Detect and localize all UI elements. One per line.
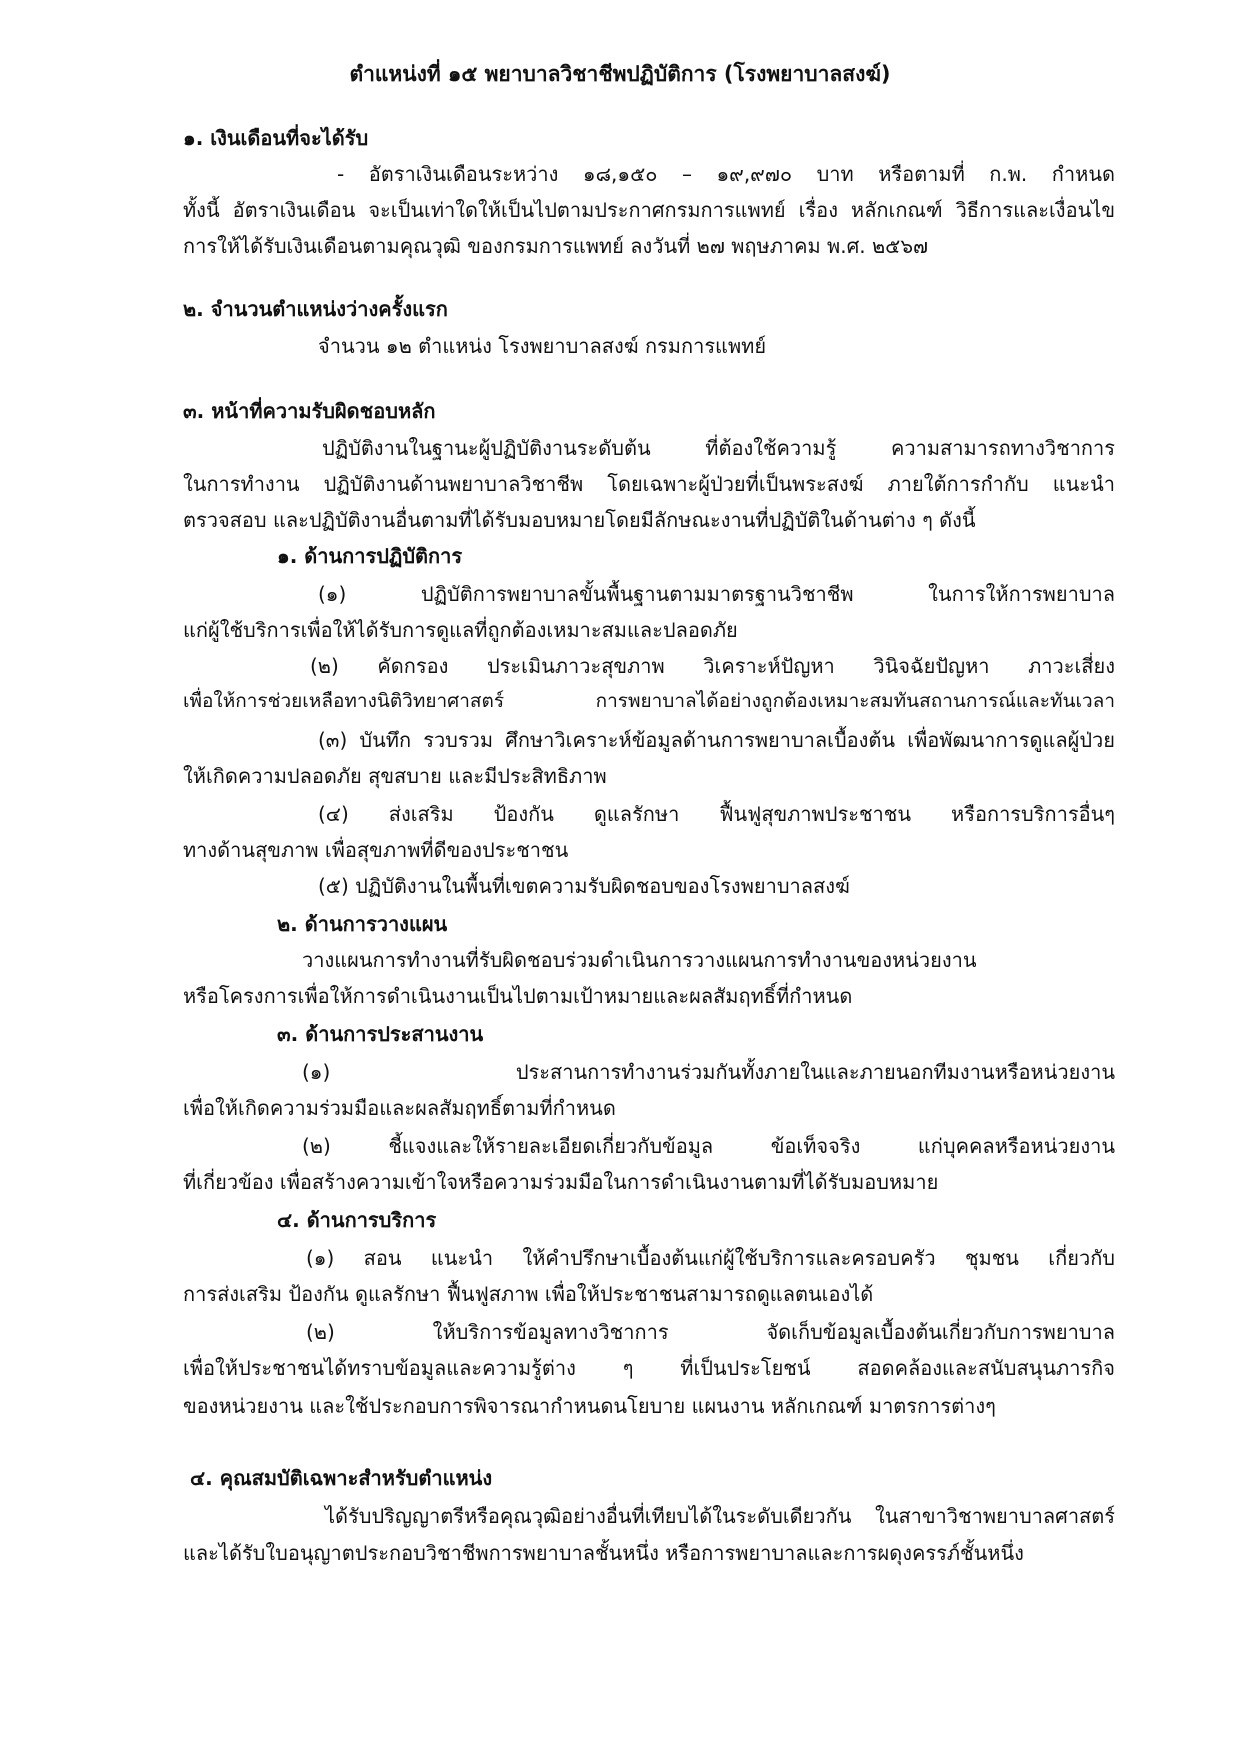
operation-line-9: (๕) ปฏิบัติงานในพื้นที่เขตความรับผิดชอบของโรงพยาบาลสงฆ์ — [318, 874, 850, 898]
duties-intro-2: ในการทำงาน ปฏิบัติงานด้านพยาบาลวิชาชีพ โดยเฉพาะผู้ป่วยที่เป็นพระสงฆ์ ภายใต้การกำกับ แนะนำ — [183, 472, 1115, 496]
qualifications-line-1: ได้รับปริญญาตรีหรือคุณวุฒิอย่างอื่นที่เทียบได้ในระดับเดียวกัน ในสาขาวิชาพยาบาลศาสตร์ — [325, 1504, 1115, 1528]
planning-heading: ๒. ด้านการวางแผน — [277, 912, 448, 936]
service-line-2: การส่งเสริม ป้องกัน ดูแลรักษา ฟื้นฟูสภาพ เพื่อให้ประชาชนสามารถดูแลตนเองได้ — [183, 1282, 874, 1306]
qualifications-line-2: และได้รับใบอนุญาตประกอบวิชาชีพการพยาบาลชั้นหนึ่ง หรือการพยาบาลและการผดุงครรภ์ชั้นหนึ่ง — [183, 1541, 1024, 1565]
service-line-5: ของหน่วยงาน และใช้ประกอบการพิจารณากำหนดนโยบาย แผนงาน หลักเกณฑ์ มาตรการต่างๆ — [183, 1394, 996, 1418]
section-vacancy-heading: ๒. จำนวนตำแหน่งว่างครั้งแรก — [183, 297, 448, 321]
operation-heading: ๑. ด้านการปฏิบัติการ — [277, 544, 463, 568]
operation-line-6: ให้เกิดความปลอดภัย สุขสบาย และมีประสิทธิภาพ — [183, 764, 607, 788]
page-title: ตำแหน่งที่ ๑๕ พยาบาลวิชาชีพปฏิบัติการ (โรงพยาบาลสงฆ์) — [349, 62, 891, 86]
operation-line-4: เพื่อให้การช่วยเหลือทางนิติวิทยาศาสตร์ การพยาบาลได้อย่างถูกต้องเหมาะสมทันสถานการณ์และทันเวลา — [183, 690, 1115, 712]
section-salary-heading: ๑. เงินเดือนที่จะได้รับ — [183, 126, 369, 150]
duties-intro-1: ปฏิบัติงานในฐานะผู้ปฏิบัติงานระดับต้น ที่ต้องใช้ความรู้ ความสามารถทางวิชาการ — [322, 436, 1115, 460]
operation-line-3: (๒) คัดกรอง ประเมินภาวะสุขภาพ วิเคราะห์ปัญหา วินิจฉัยปัญหา ภาวะเสี่ยง — [310, 654, 1115, 678]
coordination-line-1: (๑) ประสานการทำงานร่วมกันทั้งภายในและภายนอกทีมงานหรือหน่วยงาน — [302, 1060, 1115, 1084]
planning-line-2: หรือโครงการเพื่อให้การดำเนินงานเป็นไปตามเป้าหมายและผลสัมฤทธิ์ที่กำหนด — [183, 984, 853, 1008]
salary-line-2: ทั้งนี้ อัตราเงินเดือน จะเป็นเท่าใดให้เป็นไปตามประกาศกรมการแพทย์ เรื่อง หลักเกณฑ์ วิธีการและเงื่อนไข — [183, 198, 1115, 222]
coordination-line-3: (๒) ชี้แจงและให้รายละเอียดเกี่ยวกับข้อมูล ข้อเท็จจริง แก่บุคคลหรือหน่วยงาน — [302, 1134, 1115, 1158]
service-line-3: (๒) ให้บริการข้อมูลทางวิชาการ จัดเก็บข้อมูลเบื้องต้นเกี่ยวกับการพยาบาล — [306, 1320, 1115, 1344]
planning-line-1: วางแผนการทำงานที่รับผิดชอบร่วมดำเนินการวางแผนการทำงานของหน่วยงาน — [302, 948, 977, 972]
service-line-4: เพื่อให้ประชาชนได้ทราบข้อมูลและความรู้ต่าง ๆ ที่เป็นประโยชน์ สอดคล้องและสนับสนุนภารกิจ — [183, 1356, 1115, 1380]
section-duties-heading: ๓. หน้าที่ความรับผิดชอบหลัก — [183, 399, 436, 423]
section-qualifications-heading: ๔. คุณสมบัติเฉพาะสำหรับตำแหน่ง — [190, 1466, 493, 1490]
operation-line-8: ทางด้านสุขภาพ เพื่อสุขภาพที่ดีของประชาชน — [183, 838, 569, 862]
duties-intro-3: ตรวจสอบ และปฏิบัติงานอื่นตามที่ได้รับมอบหมายโดยมีลักษณะงานที่ปฏิบัติในด้านต่าง ๆ ดังนี้ — [183, 508, 976, 532]
salary-line-1: - อัตราเงินเดือนระหว่าง ๑๘,๑๕๐ – ๑๙,๙๗๐ บาท หรือตามที่ ก.พ. กำหนด — [337, 162, 1115, 186]
operation-line-1: (๑) ปฏิบัติการพยาบาลขั้นพื้นฐานตามมาตรฐานวิชาชีพ ในการให้การพยาบาล — [318, 582, 1115, 606]
coordination-line-2: เพื่อให้เกิดความร่วมมือและผลสัมฤทธิ์ตามที่กำหนด — [183, 1096, 616, 1120]
salary-line-3: การให้ได้รับเงินเดือนตามคุณวุฒิ ของกรมการแพทย์ ลงวันที่ ๒๗ พฤษภาคม พ.ศ. ๒๕๖๗ — [183, 234, 929, 258]
operation-line-7: (๔) ส่งเสริม ป้องกัน ดูแลรักษา ฟื้นฟูสุขภาพประชาชน หรือการบริการอื่นๆ — [318, 802, 1115, 826]
operation-line-2: แก่ผู้ใช้บริการเพื่อให้ได้รับการดูแลที่ถูกต้องเหมาะสมและปลอดภัย — [183, 618, 738, 642]
coordination-heading: ๓. ด้านการประสานงาน — [277, 1022, 484, 1046]
service-heading: ๔. ด้านการบริการ — [277, 1208, 437, 1232]
operation-line-5: (๓) บันทึก รวบรวม ศึกษาวิเคราะห์ข้อมูลด้านการพยาบาลเบื้องต้น เพื่อพัฒนาการดูแลผู้ป่วย — [318, 728, 1115, 752]
service-line-1: (๑) สอน แนะนำ ให้คำปรึกษาเบื้องต้นแก่ผู้ใช้บริการและครอบครัว ชุมชน เกี่ยวกับ — [306, 1246, 1115, 1270]
coordination-line-4: ที่เกี่ยวข้อง เพื่อสร้างความเข้าใจหรือความร่วมมือในการดำเนินงานตามที่ได้รับมอบหมาย — [183, 1170, 939, 1194]
vacancy-line: จำนวน ๑๒ ตำแหน่ง โรงพยาบาลสงฆ์ กรมการแพทย์ — [318, 334, 767, 358]
